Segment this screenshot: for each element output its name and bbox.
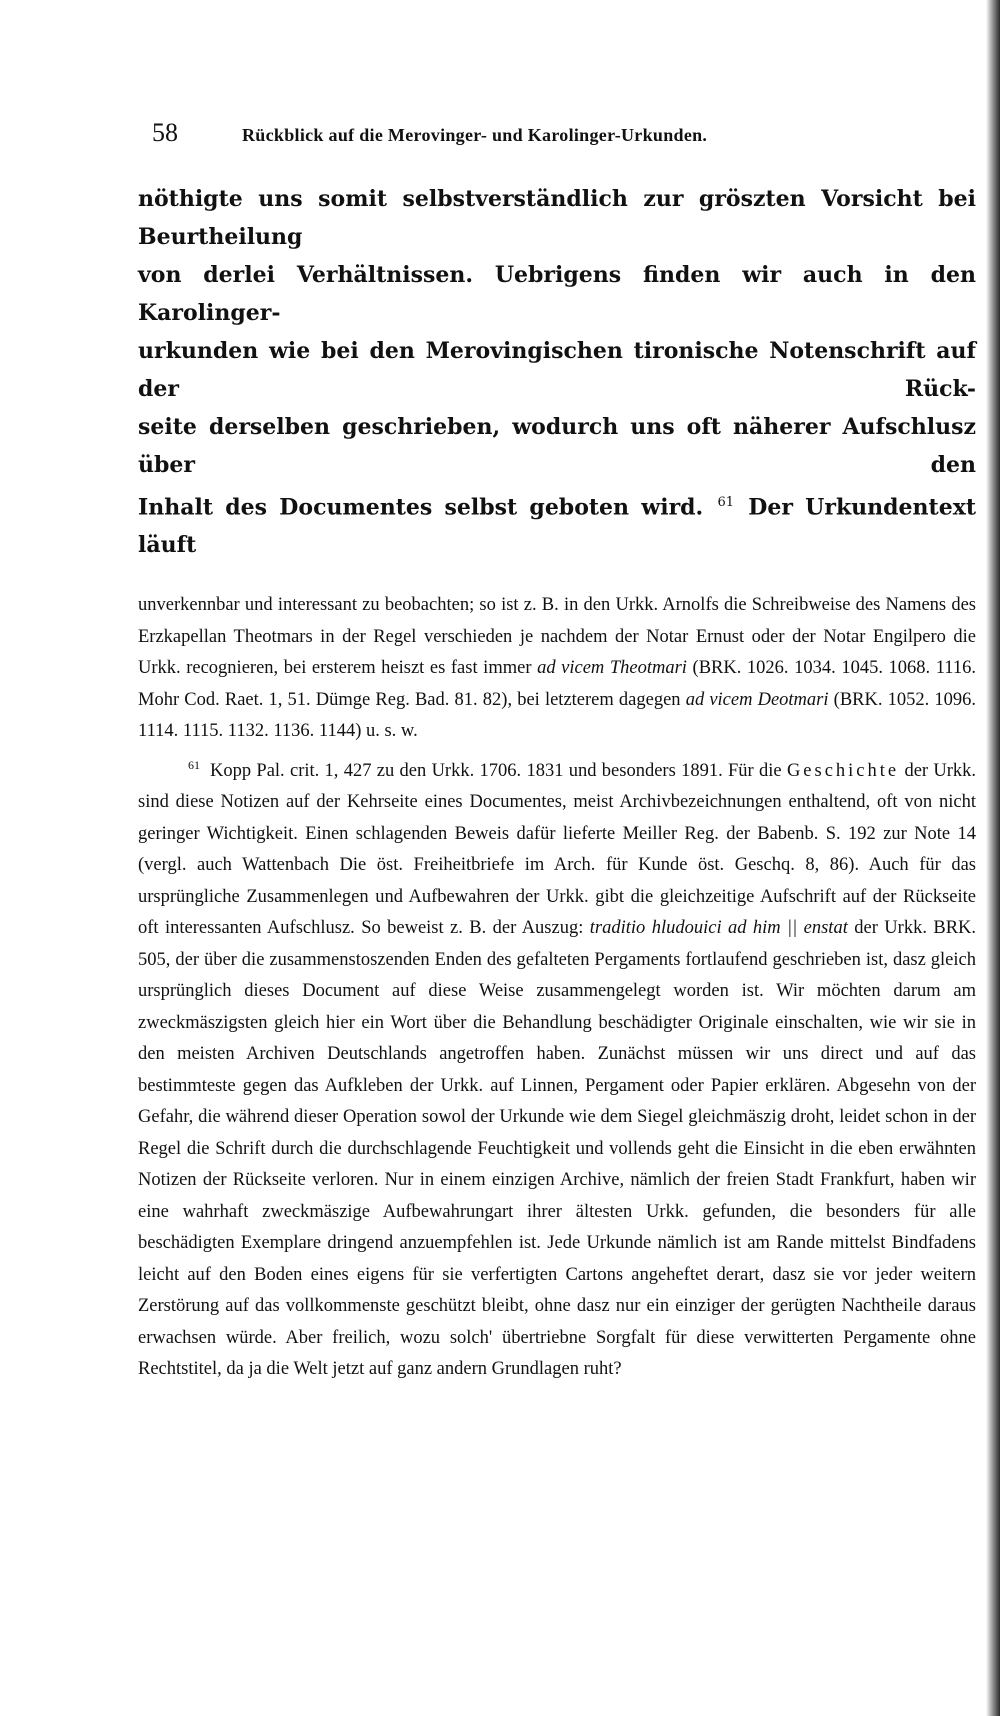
footnote-reference: 61 xyxy=(717,495,734,510)
main-text-segment: Der Urkundentext läuft xyxy=(138,494,976,559)
footnote-marker: 61 xyxy=(188,757,200,772)
scan-edge xyxy=(986,0,1000,1716)
footnote-61 xyxy=(138,750,976,1386)
footnote-italic: ad vicem Deotmari xyxy=(685,689,829,710)
footnote-text: der Urkk. BRK. 505, der über die zusammenstoszenden Enden des gefalteten Pergaments fortlaufend geschrieben ist, dasz gleich ursprünglich dieses Document auf diese Weise zusammengelegt worden ist. Wir möchten darum am zweckmäszigsten gleich hier ein Wort über die Behandlung beschädigter Originale einschalten, wie wir sie in den meisten Archiven Deutschlands angetroffen haben. Zunächst müssen wir uns direct und auf das bestimmteste gegen das Aufkleben der Urkk. auf Linnen, Pergament oder Papier erklären. Abgesehn von der Gefahr, die während dieser Operation sowol der Urkunde wie dem Siegel gleichmäszig droht, leidet schon in der Regel die Schrift durch die durchschlagende Feuchtigkeit und vollends geht die Einsicht in die eben erwähnten Notizen der Rückseite verloren. Nur in einem einzigen Archive, nämlich der freien Stadt Frankfurt, haben wir eine wahrhaft zweckmäszige Aufbewahrungart ihrer ältesten Urkk. gefunden, die besonders für alle beschädigten Exemplare dringend anzuempfehlen ist. Jede Urkunde nämlich ist am Rande mittelst Bindfadens leicht auf den Boden eines eigens für sie verfertigten Cartons angeheftet derart, dasz sie vor jeder weitern Zerstörung auf das vollkommenste geschützt bleibt, ohne dasz nur ein einziger der gerügten Nachtheile daraus erwachsen würde. Aber freilich, wozu solch' übertriebne Sorgfalt für diese verwitterten Pergamente ohne Rechtstitel, da ja die Welt jetzt auf ganz andern Grundlagen ruht? xyxy=(138,918,977,1380)
footnote-text: unverkennbar und interessant zu beobachten; so ist z. B. in den Urkk. Arnolfs die Schreibweise des Namens des Erzkapellan Theotmars in der Regel verschieden je nachdem der Notar Ernust oder der Notar Engilpero die Urkk. recognieren, bei ersterem heiszt es fast immer xyxy=(138,595,976,679)
running-title: Rückblick auf die Merovinger- und Karolinger-Urkunden. xyxy=(242,125,708,145)
page-number: 58 xyxy=(152,118,178,147)
main-text-line: nöthigte uns somit selbstverständlich zur gröszten Vorsicht bei Beurtheilung xyxy=(138,186,976,250)
footnote-italic: traditio hludouici ad him || enstat xyxy=(589,918,848,939)
footnote-continuation xyxy=(138,590,976,748)
main-text-last-line xyxy=(138,484,976,564)
book-page xyxy=(138,118,976,1386)
main-text-line: urkunden wie bei den Merovingischen tironische Notenschrift auf der Rück- xyxy=(138,338,976,402)
main-text-line: von derlei Verhältnissen. Uebrigens finden wir auch in den Karolinger- xyxy=(138,262,976,326)
footnote-text: (BRK. 1052. 1096. 1114. 1115. 1132. 1136. 1144) u. s. w. xyxy=(138,689,977,742)
footnote-text: (BRK. 1026. 1034. 1045. 1068. 1116. Mohr Cod. Raet. 1, 51. Dümge Reg. Bad. 81. 82), bei letzterem dagegen xyxy=(138,658,976,710)
footnote-spaced-word: Geschichte xyxy=(786,760,900,781)
main-text-segment: Inhalt des Documentes selbst geboten wird. xyxy=(138,494,704,521)
footnote-italic: ad vicem Theotmari xyxy=(537,658,687,679)
main-text-line: seite derselben geschrieben, wodurch uns oft näherer Aufschlusz über den xyxy=(138,414,976,478)
footnotes xyxy=(138,590,976,1386)
footnote-text: der Urkk. sind diese Notizen auf der Kehrseite eines Documentes, meist Archivbezeichnungen enthaltend, oft von nicht geringer Wichtigkeit. Einen schlagenden Beweis dafür lieferte Meiller Reg. der Babenb. S. 192 zur Note 14 (vergl. auch Wattenbach Die öst. Freiheitbriefe im Arch. für Kunde öst. Geschq. 8, 86). Auch für das ursprüngliche Zusammenlegen und Aufbewahren der Urkk. gibt die gleichzeitige Aufschrift auf der Rückseite oft interessanten Aufschlusz. So beweist z. B. der Auszug: xyxy=(138,760,977,939)
footnote-text: Kopp Pal. crit. 1, 427 zu den Urkk. 1706. 1831 und besonders 1891. Für die xyxy=(210,760,782,781)
page-header xyxy=(152,118,976,158)
main-text xyxy=(138,180,976,564)
